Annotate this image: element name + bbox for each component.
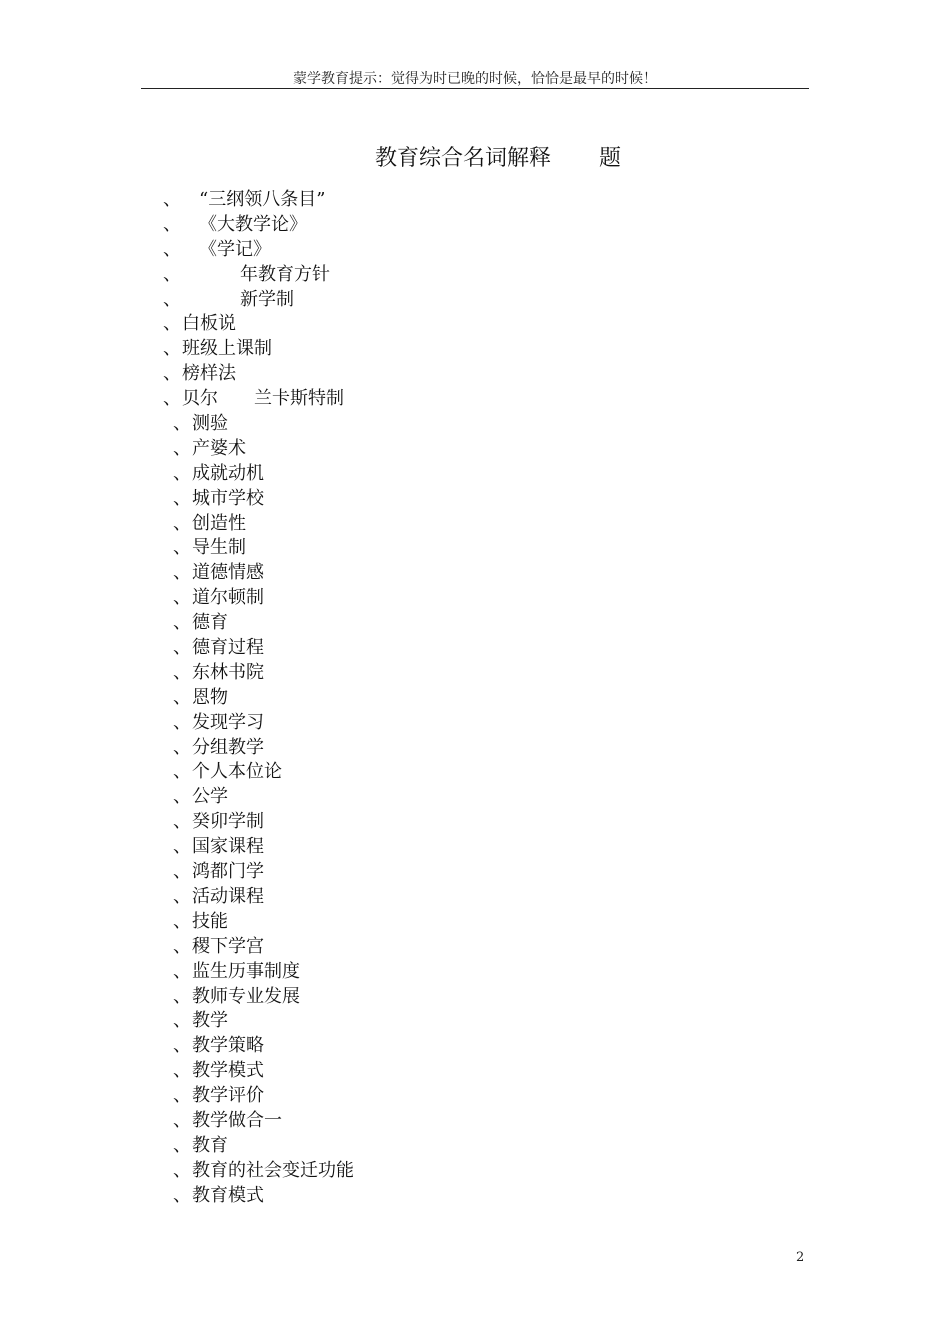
- term-label: 产婆术: [192, 437, 246, 459]
- term-label: 教育模式: [192, 1184, 264, 1206]
- term-label: 城市学校: [192, 487, 264, 509]
- term-label: 发现学习: [192, 711, 264, 733]
- term-label: 教学做合一: [192, 1109, 282, 1131]
- list-mark: 、: [173, 1184, 191, 1206]
- list-mark: 、: [173, 885, 191, 907]
- list-mark: 、: [163, 288, 181, 310]
- term-label: 教师专业发展: [192, 985, 300, 1007]
- term-label: 《学记》: [199, 238, 271, 260]
- term-label: 公学: [192, 786, 228, 808]
- term-label: 新学制: [240, 288, 294, 310]
- list-mark: 、: [163, 189, 181, 210]
- document-title-suffix: 题: [599, 146, 622, 171]
- term-label: 分组教学: [192, 736, 264, 758]
- term-label: 道德情感: [192, 562, 264, 584]
- list-mark: 、: [173, 1010, 191, 1032]
- term-label: 教育: [192, 1134, 228, 1156]
- list-mark: 、: [173, 985, 191, 1007]
- list-mark: 、: [173, 761, 191, 783]
- term-label: 德育: [192, 612, 228, 634]
- list-mark: 、: [173, 637, 191, 659]
- list-mark: 、: [163, 388, 181, 410]
- list-mark: 、: [163, 238, 181, 260]
- list-mark: 、: [173, 861, 191, 883]
- term-label: [182, 387, 344, 412]
- term-label: 监生历事制度: [192, 960, 300, 982]
- term-label: 国家课程: [192, 836, 264, 858]
- term-label: “三纲领八条目”: [199, 189, 326, 210]
- list-mark: 、: [173, 686, 191, 708]
- list-mark: 、: [173, 413, 191, 435]
- term-label: 教学策略: [192, 1035, 264, 1057]
- term-label: 道尔顿制: [192, 587, 264, 609]
- term-label: 《大教学论》: [199, 213, 307, 235]
- list-mark: 、: [173, 1035, 191, 1057]
- term-label: 恩物: [192, 686, 228, 708]
- list-mark: 、: [173, 935, 191, 957]
- list-mark: 、: [173, 736, 191, 758]
- term-label: 技能: [192, 910, 228, 932]
- list-mark: 、: [173, 587, 191, 609]
- list-mark: 、: [173, 512, 191, 534]
- list-mark: 、: [173, 1060, 191, 1082]
- list-mark: 、: [173, 836, 191, 858]
- list-mark: 、: [173, 537, 191, 559]
- term-label: 班级上课制: [182, 338, 272, 360]
- list-mark: 、: [173, 910, 191, 932]
- list-mark: 、: [173, 1134, 191, 1156]
- term-label: 稷下学宫: [192, 935, 264, 957]
- list-mark: 、: [173, 612, 191, 634]
- list-mark: 、: [163, 263, 181, 285]
- header-divider: [141, 88, 809, 89]
- term-label: 活动课程: [192, 885, 264, 907]
- term-label: 白板说: [182, 313, 236, 335]
- document-title: [0, 144, 950, 174]
- term-label: 教育的社会变迁功能: [192, 1159, 354, 1181]
- list-mark: 、: [173, 1085, 191, 1107]
- term-label: 教学评价: [192, 1085, 264, 1107]
- list-mark: 、: [173, 711, 191, 733]
- list-mark: 、: [173, 661, 191, 683]
- term-label: 年教育方针: [240, 263, 330, 285]
- term-label: 教学: [192, 1010, 228, 1032]
- term-label: 教学模式: [192, 1060, 264, 1082]
- list-mark: 、: [173, 562, 191, 584]
- term-label: 榜样法: [182, 363, 236, 385]
- term-label: 创造性: [192, 512, 246, 534]
- list-mark: 、: [173, 487, 191, 509]
- list-mark: 、: [173, 1159, 191, 1181]
- list-mark: 、: [163, 213, 181, 235]
- list-mark: 、: [173, 437, 191, 459]
- term-label: 个人本位论: [192, 761, 282, 783]
- term-label-part: 贝尔: [182, 388, 218, 410]
- list-mark: 、: [173, 960, 191, 982]
- term-label: 德育过程: [192, 637, 264, 659]
- list-mark: 、: [173, 1109, 191, 1131]
- page-number: 2: [796, 1250, 805, 1265]
- list-mark: 、: [163, 338, 181, 360]
- list-mark: 、: [173, 786, 191, 808]
- term-label-part: 兰卡斯特制: [254, 388, 344, 410]
- term-label: 东林书院: [192, 661, 264, 683]
- term-label: 测验: [192, 413, 228, 435]
- list-mark: 、: [163, 313, 181, 335]
- term-label: 成就动机: [192, 462, 264, 484]
- page-header-text: 蒙学教育提示：觉得为时已晚的时候，恰恰是最早的时候！: [293, 71, 657, 87]
- document-title-main: 教育综合名词解释: [374, 146, 551, 171]
- term-label: 导生制: [192, 537, 246, 559]
- list-mark: 、: [163, 363, 181, 385]
- term-label: 癸卯学制: [192, 811, 264, 833]
- list-mark: 、: [173, 462, 191, 484]
- list-mark: 、: [173, 811, 191, 833]
- term-label: 鸿都门学: [192, 861, 264, 883]
